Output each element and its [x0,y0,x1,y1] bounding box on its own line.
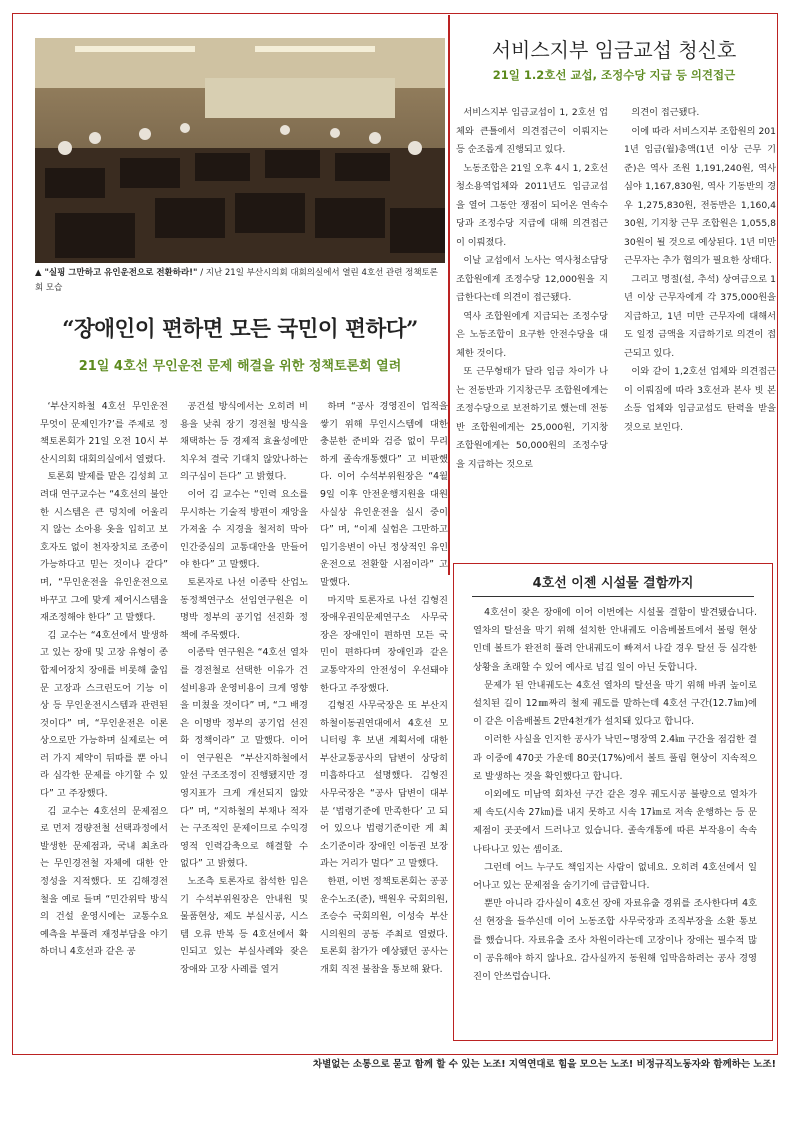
article-column-3 [320,398,448,1038]
paragraph: 이에 따라 서비스지부 조합원의 2011년 임금(월)총액(1년 이상 근무 기준)은 역사 조원 1,191,240원, 역사 심야 1,167,830원, 역사 기동반의 경우 1,275,830원, 전동반은 1,160,430원, 기지창 근무 조합원은 1,055,830원이 될 것으로 예상된다. 1년 미만 근무자는 추가 협의가 필요한 상태다. [624,125,776,266]
paragraph: 뿐만 아니라 감사실이 4호선 장애 자료유출 경위를 조사한다며 4호선 현장을 들쑤신데 이어 노동조합 사무국장과 조직부장을 소환 통보를 했습니다. 자료유출 조사 차원이라는데 고장이나 장애는 필수적 많이 공유해야 하지 않나요. 감사실까지 동원해 입막음하려는 공사 경영진이 안쓰럽습니다. [473,898,757,983]
paragraph: 문제가 된 안내궤도는 4호선 열차의 탈선을 막기 위해 바퀴 높이로 설치된 길이 12㎜짜리 철제 궤도를 말하는데 4호선 구간(12.7㎞)에 이 같은 이음배볼트 2만4천개가 설치돼 있다고 합니다. [473,679,757,728]
main-headline: “장애인이 편하면 모든 국민이 편하다” [62,317,418,342]
paragraph: 하며 “공사 경영진이 업적을 쌓기 위해 무인시스템에 대한 충분한 준비와 검증 없이 무리하게 졸속개통했다” 고 비판했다. 이어 수석부위원장은 “4월 9일 이후 안전운행지원을 대원 사실상 유인운전을 실시 중이다” 며, “이제 실험은 그만하고 임기응변이 아닌 정상적인 유인운전으로 전환할 시점이라” 고 말했다. [320,401,448,588]
forum-photo [35,38,445,263]
line4-box [453,563,773,1041]
paragraph: 이종탁 연구원은 “4호선 열차를 경전철로 선택한 이유가 건설비용과 운영비용이 크게 영향을 미쳤을 것이다” 며, “그 배경은 이명박 정부의 공기업 선진화 정책이라” 고 말했다. 이어 이 연구원은 “부산지하철에서 앞선 구조조정이 진행됐지만 경영지표가 크게 개선되지 않았다” 며, “지하철의 부채나 적자는 구조적인 문제이므로 수익경영적 인력감축으로 해결할 수 없다” 고 밝혔다. [180,647,308,870]
paragraph: 의견이 접근됐다. [631,107,700,118]
caption-lead: ▲ "실핑 그만하고 유인운전으로 전환하라!" [35,268,198,278]
photo-caption [35,266,445,296]
box-body [473,604,757,986]
right-subheadline: 21일 1.2호선 교섭, 조정수당 지급 등 의견접근 [492,68,736,82]
paragraph: 이외에도 미남역 회차선 구간 같은 경우 궤도시공 불량으로 열차가 제 속도(시속 27㎞)를 내지 못하고 시속 17㎞로 저속 운행하는 등 문제점이 곳곳에서 드러나고 있습니다. 졸속개통에 따른 부작용이 속속 나타나고 있는 셈이죠. [473,789,757,855]
paragraph: 이날 교섭에서 노사는 역사청소담당 조합원에게 조정수당 12,000원을 지급한다는데 의견이 접근됐다. [456,255,608,303]
article-column-2 [180,398,308,1038]
paragraph: 노동조합은 21일 오후 4시 1, 2호선 청소용역업체와 2011년도 임금교섭을 열어 그동안 쟁점이 되어온 연속수당과 조정수당 지급에 대해 의견접근이 이뤄졌다. [456,162,608,248]
paragraph: 마지막 토론자로 나선 김형진 장애우권익문제연구소 사무국장은 장애인이 편하면 모든 국민이 편하다며 장애인과 같은 교통약자의 안전성이 우선돼야 한다고 주장했다. [320,594,448,694]
paragraph: 그리고 명절(설, 추석) 상여금으로 1년 이상 근무자에게 각 375,000원을 지급하고, 1년 미만 근무자에 대해서도 일정 금액을 지급하기로 의견이 접근되고 있다. [624,273,776,359]
forum-photo-illustration [35,38,445,263]
paragraph: 서비스지부 임금교섭이 1, 2호선 업체와 큰틀에서 의견접근이 이뤄지는 등 순조롭게 진행되고 있다. [456,107,608,155]
paragraph: 역사 조합원에게 지급되는 조정수당은 노동조합이 요구한 안전수당을 대체한 것이다. [456,310,608,359]
paragraph: 4호선이 잦은 장애에 이어 이번에는 시설물 결함이 발견됐습니다. 열차의 탈선을 막기 위해 설치한 안내궤도 이음베볼트에서 볼링 현상인데 볼트가 완전히 풀려 안내궤도이 빠져서 나갈 경우 탈선 등 심각한 상황을 초래할 수 있어 예사로 넘길 일이 아닌 듯합니다. [473,607,757,673]
main-subheadline: 21일 4호선 무인운전 문제 해결을 위한 정책토론회 열려 [78,359,402,374]
article-column-1 [40,398,168,1038]
box-title: 4호선 이젠 시설물 결함까지 [532,576,694,591]
paragraph: 토론회 발제를 맡은 김성희 고려대 연구교수는 “4호선의 불안한 시스템은 큰 덩치에 어울리지 않는 소아용 옷을 입히고 보호자도 없이 천자장치로 조종이 가능하다고 믿는 것이나 같다” 며, “무인운전을 유인운전으로 바꾸고 그에 맞게 제어시스템을 재조정해야 한다” 고 말했다. [40,471,168,624]
paragraph: 노조측 토론자로 참석한 임은기 수석부위원장은 안내원 및 물품현상, 제도 부실시공, 시스템 오류 반복 등 4호선에서 확인되고 있는 부실사례와 잦은 장애와 고장 사례를 열거 [180,876,308,975]
wage-column-2 [624,104,776,559]
paragraph: ‘부산지하철 4호선 무인운전 무엇이 문제인가?’를 주제로 정책토론회가 21일 오전 10시 부산시의회 대회의실에서 열렸다. [40,401,168,465]
paragraph: 이어 김 교수는 “인력 요소를 무시하는 기술적 방편이 재앙을 가져올 수 지경을 철저히 막아 인간중심의 교통대안을 만들어야 한다” 고 말했다. [180,488,308,571]
caption-text: / 지난 21일 부산시의회 대회의실에서 열린 4호선 관련 정책토론회 모습 [35,268,438,293]
paragraph: 이와 같이 1,2호선 업체와 의견접근이 이뤄짐에 따라 3호선과 본사 빗 본소등 업체와 임금교섭도 탄력을 받을 것으로 보인다. [624,366,776,433]
box-title-rule [472,596,754,597]
wage-column-1 [456,104,608,559]
paragraph: 그런데 어느 누구도 책임지는 사람이 없네요. 오히려 4호선에서 일어나고 있는 문제점을 숨기기에 급급합니다. [473,861,757,892]
main-article [40,398,448,1038]
paragraph: 김형진 사무국장은 또 부산지하철이동권연대에서 4호선 모니터링 후 보낸 계획서에 대한 부산교통공사의 답변이 상당히 미흡하다고 설명했다. 김형진 사무국장은 “공사 답변이 대부분 ‘법령기준에 만족한다’ 고 되어 있으나 법령기준이란 게 최소기준이라 장애인 이동권 보장과는 거리가 멀다” 고 말했다. [320,700,448,870]
paragraph: 또 근무형태가 달라 임금 차이가 나는 전동반과 기지창근무 조합원에게는 조정수당으로 보전하기로 했는데 전동반 조합원에게는 25,000원, 기지창 조합원에게는 50,000원의 조정수당을 지급하는 것으로 [456,366,608,470]
paragraph: 이러한 사실을 인지한 공사가 낙민~명장역 2.4㎞ 구간을 점검한 결과 이중에 470곳 가운데 80곳(17%)에서 볼트 풀림 현상이 지속적으로 발생하는 것을 확인했다고 합니다. [473,734,757,782]
paragraph: 한편, 이번 정책토론회는 공공운수노조(준), 백원우 국회의원, 조승수 국회의원, 이성숙 부산시의원의 공동 주최로 열렸다. 토론회 참가가 예상됐던 공사는 개회 직전 불참을 통보해 왔다. [320,876,448,975]
footer-slogan: 차별없는 소통으로 묻고 함께 할 수 있는 노조! 지역연대로 힘을 모으는 노조! 비정규직노동자와 함께하는 노조! [312,1059,776,1070]
paragraph: 김 교수는 4호선의 문제점으로 먼저 경량전철 선택과정에서 발생한 문제점과, 국내 최초라는 무인경전철 자체에 대한 안정성을 지적했다. 또 김해경전철을 예로 들며 “민간위탁 방식의 건설 운영시에는 교통수요 예측을 부풀려 재정부담을 야기하더니 4호선과 같은 공 [40,805,168,958]
wage-article [456,104,776,559]
paragraph: 토론자로 나선 이종탁 산업노동정책연구소 선임연구원은 이명박 정부의 공기업 선진화 정책에 주목했다. [180,576,308,641]
right-headline: 서비스지부 임금교섭 청신호 [491,38,737,62]
paragraph: 김 교수는 “4호선에서 발생하고 있는 장애 및 고장 유형이 종합제어장치 장애를 비롯해 출입문 고장과 스크린도어 기능 이상 등 무인운전시스템과 관련된 것이다” 며, “무인운전은 이론상으로만 가능하며 실제로는 여러 가지 제약이 뒤따를 뿐 아니라 심각한 문제를 야기할 수 있다” 고 주장했다. [40,629,168,800]
column-divider [448,15,450,575]
paragraph: 공건설 방식에서는 오히려 비용을 낮춰 장기 경전철 방식을 채택하는 등 경제적 효율성에만 치우쳐 결국 기대치 않았나하는 의구심이 든다” 고 밝혔다. [180,401,308,483]
